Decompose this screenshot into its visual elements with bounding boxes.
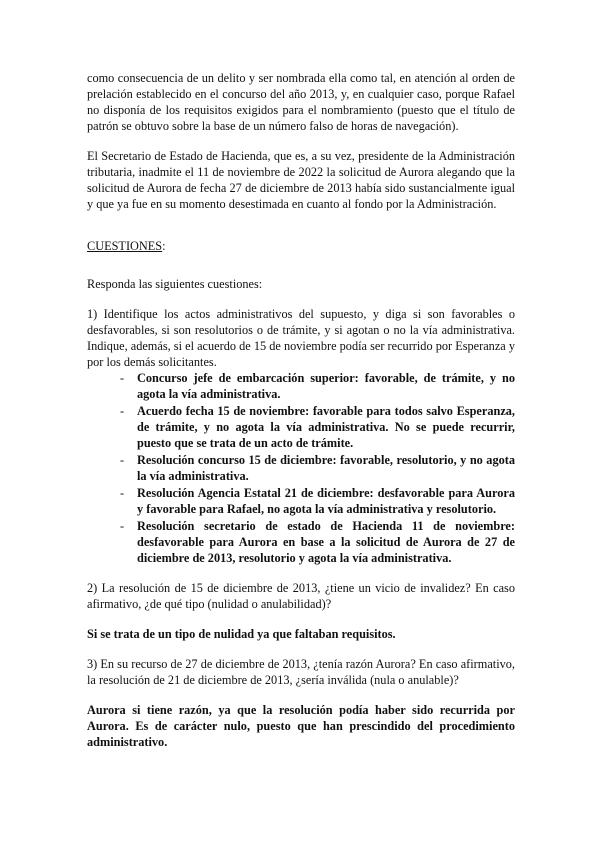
question-3-answer: Aurora si tiene razón, ya que la resolución podía haber sido recurrida por Aurora. Es de carácter nulo, puesto que han prescindido del procedimiento administrativo. [87, 703, 515, 749]
intro-paragraph-1: como consecuencia de un delito y ser nombrada ella como tal, en atención al orden de prelación establecido en el concurso del año 2013, y, en cualquier caso, porque Rafael no disponía de los requisitos exigidos para el nombramiento (puesto que el título de patrón se obtuvo sobre la base de un número falso de horas de navegación). [87, 71, 515, 133]
bullet-dash: - [120, 486, 125, 500]
bullet-dash: - [120, 453, 125, 467]
answer-text: Concurso jefe de embarcación superior: favorable, de trámite, y no agota la vía administrativa. [137, 371, 515, 401]
answer-item [120, 485, 515, 517]
answer-text: Acuerdo fecha 15 de noviembre: favorable para todos salvo Esperanza, de trámite, y no agota la vía administrativa. No se puede recurrir, puesto que se trata de un acto de trámite. [137, 404, 515, 450]
question-1: 1) Identifique los actos administrativos del supuesto, y diga si son favorables o desfavorables, si son resolutorios o de trámite, y si agotan o no la vía administrativa. Indique, además, si el acuerdo de 15 de noviembre podía ser recurrido por Esperanza y por los demás solicitantes. [87, 307, 515, 369]
answer-text: Resolución concurso 15 de diciembre: favorable, resolutorio, y no agota la vía administrativa. [137, 453, 515, 483]
section-heading-suffix: : [162, 239, 166, 253]
intro-paragraph-2: El Secretario de Estado de Hacienda, que es, a su vez, presidente de la Administración tributaria, inadmite el 11 de noviembre de 2022 la solicitud de Aurora alegando que la solicitud de Aurora de fecha 27 de diciembre de 2013 había sido sustancialmente igual y que ya fue en su momento desestimada en cuanto al fondo por la Administración. [87, 149, 515, 211]
bullet-dash: - [120, 404, 125, 418]
section-heading-text: CUESTIONES [87, 239, 163, 253]
answer-item [120, 452, 515, 484]
bullet-dash: - [120, 371, 125, 385]
answer-item [120, 403, 515, 451]
question-3: 3) En su recurso de 27 de diciembre de 2013, ¿tenía razón Aurora? En caso afirmativo, la resolución de 21 de diciembre de 2013, ¿sería inválida (nula o anulable)? [87, 657, 515, 687]
answer-item [120, 370, 515, 402]
section-heading [87, 238, 515, 254]
answer-item [120, 518, 515, 566]
instruction-text: Responda las siguientes cuestiones: [87, 277, 263, 291]
question-2-answer: Si se trata de un tipo de nulidad ya que faltaban requisitos. [87, 627, 396, 641]
answer-text: Resolución secretario de estado de Hacienda 11 de noviembre: desfavorable para Aurora en base a la solicitud de Aurora de 27 de diciembre de 2013, resolutorio y agota la vía administrativa. [137, 519, 515, 565]
bullet-dash: - [120, 519, 125, 533]
question-2: 2) La resolución de 15 de diciembre de 2013, ¿tiene un vicio de invalidez? En caso afirmativo, ¿de qué tipo (nulidad o anulabilidad)? [87, 581, 515, 611]
question-1-answer-list [87, 370, 515, 566]
answer-text: Resolución Agencia Estatal 21 de diciembre: desfavorable para Aurora y favorable para Rafael, no agota la vía administrativa y resolutorio. [137, 486, 515, 516]
